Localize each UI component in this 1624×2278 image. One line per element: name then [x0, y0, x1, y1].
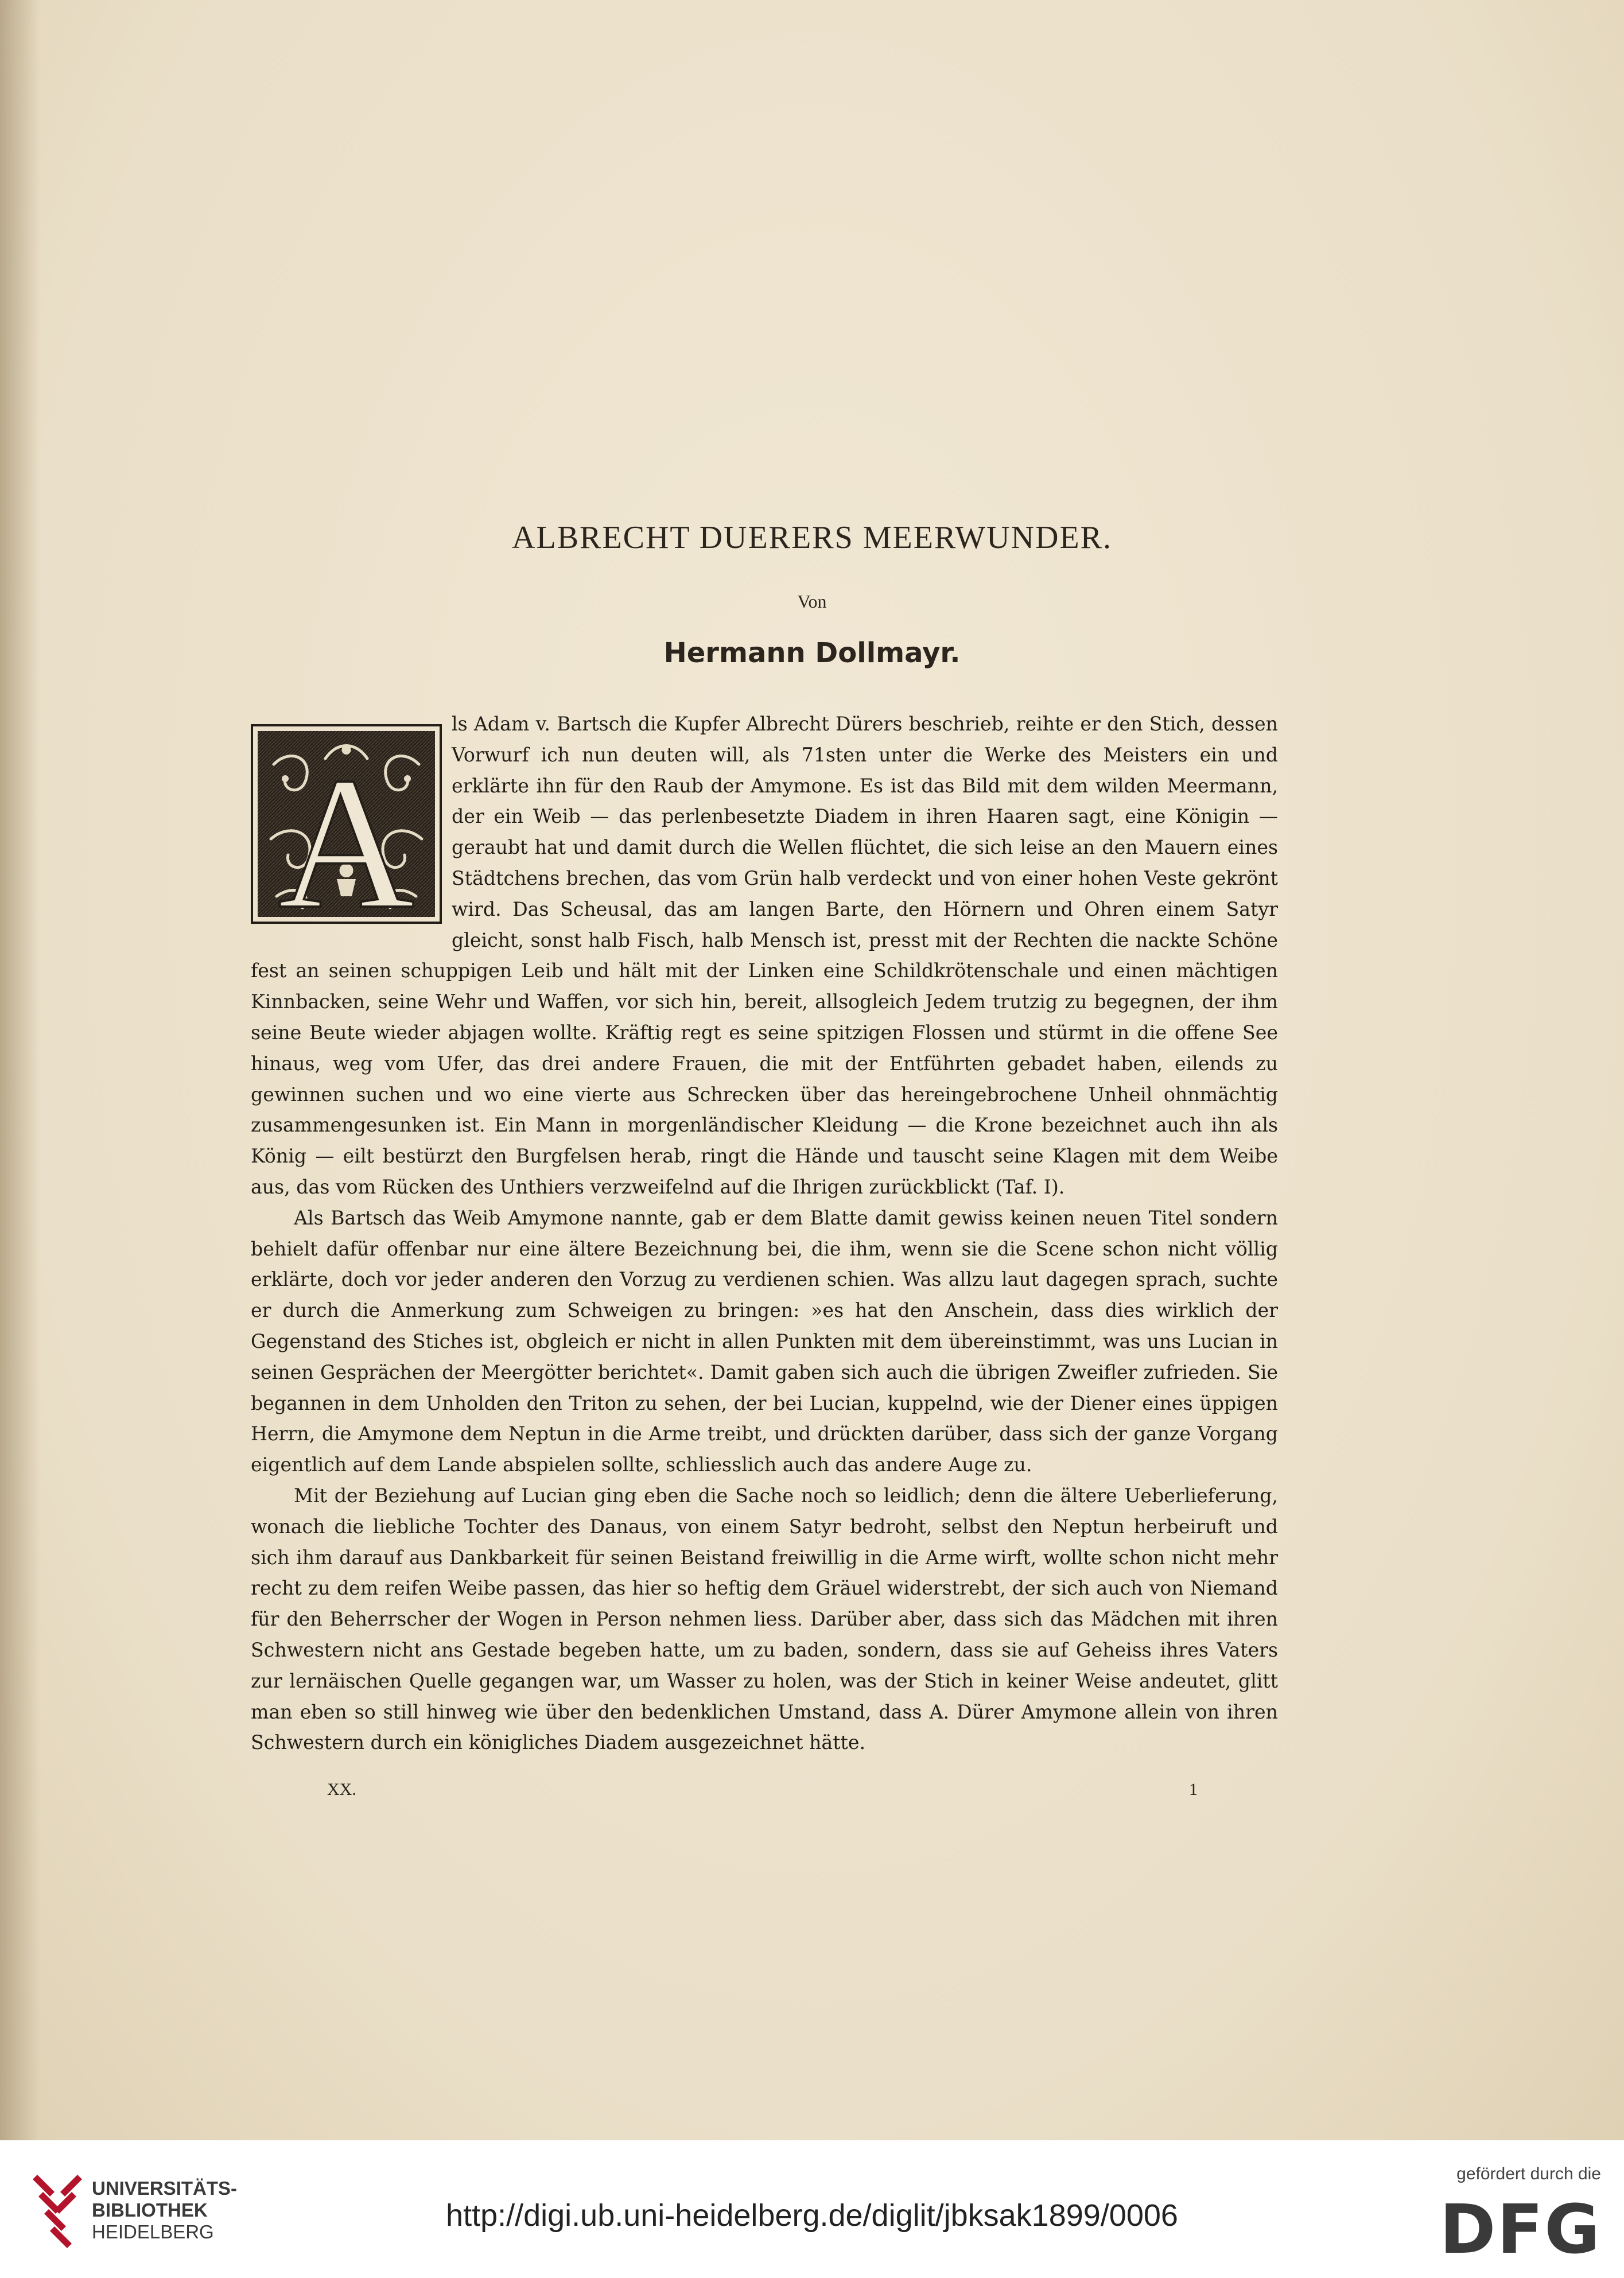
- library-name-line-2: BIBLIOTHEK: [92, 2199, 208, 2221]
- paragraph-1: ls Adam v. Bartsch die Kupfer Albrecht Dürers beschrieb, reihte er den Stich, dessen Vorwurf ich nun deuten will, als 71sten unter die Werke des Meisters ein und erklärte ihn für den Raub der Amymone. Es ist das Bild mit dem wilden Meermann, der ein Weib — das perlenbesetzte Diadem in ihren Haaren sagt, eine Königin — geraubt hat und damit durch die Wellen flüchtet, die sich leise an den Mauern eines Städtchens brechen, das vom Grün halb verdeckt und von einer hohen Veste gekrönt wird. Das Scheusal, das am langen Barte, den Hörnern und Ohren einem Satyr gleicht, sonst halb Fisch, halb Mensch ist, presst mit der Rechten die nackte Schöne fest an seinen schuppigen Leib und hält mit der Linken eine Schildkrötenschale und einen mächtigen Kinnbacken, seine Wehr und Waffen, vor sich hin, bereit, allsogleich Jedem trutzig zu begegnen, der ihm seine Beute wieder abjagen wollte. Kräftig regt es seine spitzigen Flossen und stürmt in die offene See hinaus, weg vom Ufer, das drei andere Frauen, die mit der Entführten gebadet haben, eilends zu gewinnen suchen und wo eine vierte aus Schrecken über das hereingebrochene Unheil ohnmächtig zusammengesunken ist. Ein Mann in morgenländischer Kleidung — die Krone bezeichnet auch ihn als König — eilt bestürzt den Burgfelsen herab, ringt die Hände und tauscht seine Klagen mit dem Weibe aus, das vom Rücken des Unthiers verzweifelnd auf die Ihrigen zurückblickt (Taf. I).: [251, 713, 1278, 1198]
- library-name-line-1: UNIVERSITÄTS-: [92, 2178, 238, 2199]
- signature-mark: XX.: [327, 1780, 356, 1799]
- article-author: Hermann Dollmayr.: [663, 637, 961, 669]
- funding-caption: gefördert durch die: [1456, 2164, 1601, 2183]
- dfg-logo[interactable]: DFG: [1439, 2190, 1601, 2269]
- page-number: 1: [1189, 1780, 1198, 1799]
- paragraph-3: Mit der Beziehung auf Lucian ging eben die Sache noch so leidlich; denn die ältere Ueberlieferung, wonach die liebliche Tochter des Danaus, von einem Satyr bedroht, selbst den Neptun herbeiruft und sich ihm darauf aus Dankbarkeit für seinen Beistand freiwillig in die Arme wirft, wollte schon nicht mehr recht zu dem reifen Weibe passen, das hier so heftig dem Gräuel widerstrebt, der sich auch von Niemand für den Beherrscher der Wogen in Person nehmen liess. Darüber aber, dass sich das Mädchen mit ihren Schwestern nicht ans Gestade begeben hatte, um zu baden, sondern, dass sie auf Geheiss ihres Vaters zur lernäischen Quelle gegangen war, um Wasser zu holen, was der Stich in keiner Weise andeutet, glitt man eben so still hinweg wie über den bedenklichen Umstand, dass A. Dürer Amymone allein von ihren Schwestern durch ein königliches Diadem ausgezeichnet hätte.: [251, 1484, 1278, 1754]
- article-body: [251, 709, 1278, 1758]
- library-name-line-3: HEIDELBERG: [92, 2221, 214, 2242]
- page-gutter-shadow: [0, 0, 40, 2140]
- byline-von: Von: [797, 591, 827, 612]
- permalink-url[interactable]: http://digi.ub.uni-heidelberg.de/diglit/jbksak1899/0006: [446, 2198, 1178, 2233]
- digitization-banner: [0, 2140, 1624, 2278]
- initial-letter: A: [278, 738, 415, 924]
- article-title: ALBRECHT DUERERS MEERWUNDER.: [512, 520, 1112, 555]
- paragraph-2: Als Bartsch das Weib Amymone nannte, gab er dem Blatte damit gewiss keinen neuen Titel sondern behielt dafür offenbar nur eine ältere Bezeichnung bei, die ihm, wenn sie die Scene schon nicht völlig erklärte, doch vor jeder anderen den Vorzug zu verdienen schien. Was allzu laut dagegen sprach, suchte er durch die Anmerkung zum Schweigen zu bringen: »es hat den Anschein, dass dies wirklich der Gegenstand des Stiches ist, obgleich er nicht in allen Punkten mit dem übereinstimmt, was uns Lucian in seinen Gesprächen der Meergötter berichtet«. Damit gaben sich auch die übrigen Zweifler zufrieden. Sie begannen in dem Unholden den Triton zu sehen, der bei Lucian, kuppelnd, wie der Diener eines üppigen Herrn, die Amymone dem Neptun in die Arme treibt, und drückten darüber, dass sich der ganze Vorgang eigentlich auf dem Lande abspielen sollte, schliesslich auch das andere Auge zu.: [251, 1206, 1278, 1476]
